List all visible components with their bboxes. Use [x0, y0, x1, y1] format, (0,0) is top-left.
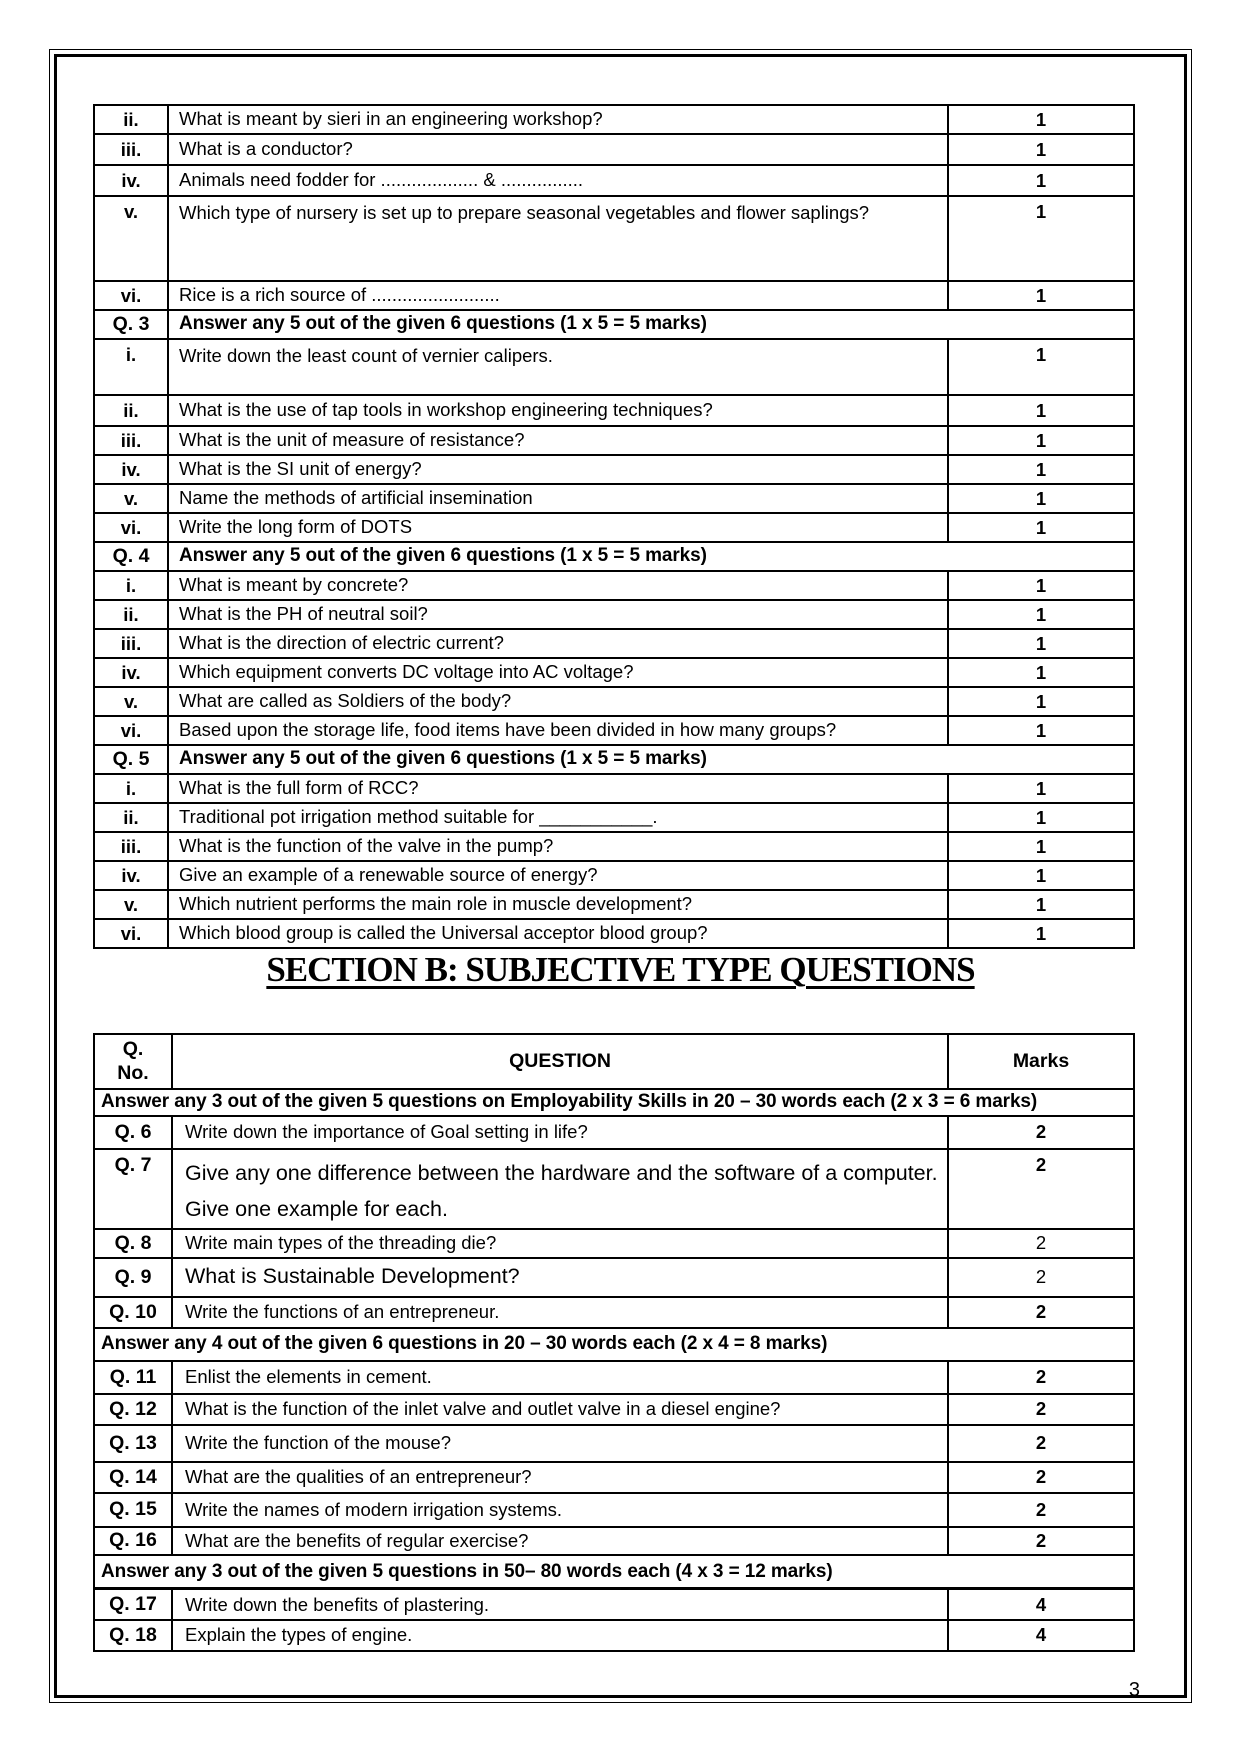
marks-cell: 1 — [948, 716, 1134, 745]
question-text-cell: Explain the types of engine. — [172, 1620, 948, 1651]
question-text-cell: Which type of nursery is set up to prepare seasonal vegetables and flower saplings? — [168, 196, 948, 281]
marks-cell: 2 — [948, 1149, 1134, 1229]
marks-column-header: Marks — [948, 1034, 1134, 1089]
marks-cell: 1 — [948, 339, 1134, 395]
question-text-cell: What is the use of tap tools in workshop engineering techniques? — [168, 395, 948, 426]
marks-cell: 1 — [948, 513, 1134, 542]
question-number-cell: Q. 15 — [94, 1493, 172, 1527]
question-number-cell: ii. — [94, 395, 168, 426]
table-row — [94, 165, 1134, 196]
question-number-cell: vi. — [94, 281, 168, 310]
marks-cell: 1 — [948, 196, 1134, 281]
table-row — [94, 919, 1134, 948]
question-text-cell: What is the SI unit of energy? — [168, 455, 948, 484]
table-row — [94, 513, 1134, 542]
instruction-cell: Answer any 4 out of the given 6 questions in 20 – 30 words each (2 x 4 = 8 marks) — [94, 1328, 1134, 1361]
question-text-cell: Based upon the storage life, food items have been divided in how many groups? — [168, 716, 948, 745]
table-row — [94, 1361, 1134, 1394]
marks-cell: 2 — [948, 1361, 1134, 1394]
marks-cell: 1 — [948, 687, 1134, 716]
marks-cell: 1 — [948, 105, 1134, 134]
table-row — [94, 716, 1134, 745]
question-text-cell: Write down the least count of vernier calipers. — [168, 339, 948, 395]
section-b-heading: SECTION B: SUBJECTIVE TYPE QUESTIONS — [266, 950, 975, 989]
table-row — [94, 484, 1134, 513]
question-column-header: QUESTION — [172, 1034, 948, 1089]
question-number-cell: v. — [94, 196, 168, 281]
question-number-cell: iv. — [94, 165, 168, 196]
marks-cell: 1 — [948, 571, 1134, 600]
marks-cell: 1 — [948, 629, 1134, 658]
question-number-cell: ii. — [94, 600, 168, 629]
question-number-cell: iv. — [94, 455, 168, 484]
marks-cell: 2 — [948, 1493, 1134, 1527]
table-row — [94, 105, 1134, 134]
question-number-cell: Q. 8 — [94, 1229, 172, 1258]
table-row — [94, 1527, 1134, 1555]
table-row — [94, 339, 1134, 395]
question-number-cell: ii. — [94, 105, 168, 134]
question-text-cell: What are called as Soldiers of the body? — [168, 687, 948, 716]
question-text-cell: Give any one difference between the hardware and the software of a computer. Give one example for each. — [172, 1149, 948, 1229]
instruction-row — [94, 1328, 1134, 1361]
question-number-cell: iii. — [94, 832, 168, 861]
table-row — [94, 1394, 1134, 1425]
question-text-cell: Give an example of a renewable source of energy? — [168, 861, 948, 890]
question-text-cell: Enlist the elements in cement. — [172, 1361, 948, 1394]
table-row — [94, 1620, 1134, 1651]
question-number-cell: Q. 3 — [94, 310, 168, 339]
table-row — [94, 1297, 1134, 1328]
table-row — [94, 281, 1134, 310]
question-number-cell: v. — [94, 484, 168, 513]
page-number: 3 — [1128, 1679, 1140, 1701]
question-number-cell: vi. — [94, 513, 168, 542]
question-text-cell: What is meant by concrete? — [168, 571, 948, 600]
table-row — [94, 426, 1134, 455]
marks-cell: 1 — [948, 455, 1134, 484]
marks-cell: 2 — [948, 1258, 1134, 1297]
marks-cell: 2 — [948, 1297, 1134, 1328]
question-number-cell: Q. 7 — [94, 1149, 172, 1229]
question-text-cell: What are the qualities of an entrepreneur? — [172, 1462, 948, 1493]
table-row — [94, 134, 1134, 165]
question-number-cell: i. — [94, 571, 168, 600]
marks-cell: 1 — [948, 165, 1134, 196]
section-instruction-cell: Answer any 5 out of the given 6 questions (1 x 5 = 5 marks) — [168, 310, 1134, 339]
table-row — [94, 861, 1134, 890]
table-row — [94, 774, 1134, 803]
marks-cell: 4 — [948, 1589, 1134, 1620]
marks-cell: 1 — [948, 600, 1134, 629]
question-number-cell: vi. — [94, 716, 168, 745]
table-row — [94, 1258, 1134, 1297]
question-text-cell: Which blood group is called the Universal acceptor blood group? — [168, 919, 948, 948]
instruction-row — [94, 1089, 1134, 1116]
subjective-questions-table — [93, 1033, 1135, 1652]
marks-cell: 1 — [948, 395, 1134, 426]
question-text-cell: What is Sustainable Development? — [172, 1258, 948, 1297]
question-number-cell: Q. 16 — [94, 1527, 172, 1555]
question-number-cell: iii. — [94, 134, 168, 165]
marks-cell: 1 — [948, 774, 1134, 803]
table-row — [94, 1493, 1134, 1527]
table-row — [94, 1462, 1134, 1493]
table-row — [94, 395, 1134, 426]
table-row — [94, 658, 1134, 687]
table-row — [94, 1116, 1134, 1149]
question-number-cell: Q. 5 — [94, 745, 168, 774]
question-text-cell: Which nutrient performs the main role in muscle development? — [168, 890, 948, 919]
question-number-cell: Q. 4 — [94, 542, 168, 571]
question-number-cell: Q. 6 — [94, 1116, 172, 1149]
question-number-cell: v. — [94, 687, 168, 716]
table-row — [94, 1589, 1134, 1620]
table-row — [94, 1229, 1134, 1258]
table-row — [94, 196, 1134, 281]
question-text-cell: What is a conductor? — [168, 134, 948, 165]
question-number-cell: Q. 13 — [94, 1425, 172, 1462]
question-text-cell: What is the direction of electric current? — [168, 629, 948, 658]
table-row — [94, 600, 1134, 629]
question-number-cell: Q. 11 — [94, 1361, 172, 1394]
question-number-cell: iii. — [94, 426, 168, 455]
qno-column-header: Q. No. — [94, 1034, 172, 1089]
marks-cell: 1 — [948, 658, 1134, 687]
instruction-cell: Answer any 3 out of the given 5 questions in 50– 80 words each (4 x 3 = 12 marks) — [94, 1555, 1134, 1589]
section-instruction-cell: Answer any 5 out of the given 6 questions (1 x 5 = 5 marks) — [168, 542, 1134, 571]
question-number-cell: ii. — [94, 803, 168, 832]
marks-cell: 1 — [948, 890, 1134, 919]
question-text-cell: Write the functions of an entrepreneur. — [172, 1297, 948, 1328]
question-text-cell: Name the methods of artificial insemination — [168, 484, 948, 513]
question-number-cell: i. — [94, 774, 168, 803]
table-row — [94, 832, 1134, 861]
question-number-cell: Q. 9 — [94, 1258, 172, 1297]
section-instruction-cell: Answer any 5 out of the given 6 questions (1 x 5 = 5 marks) — [168, 745, 1134, 774]
table-header-row — [94, 1034, 1134, 1089]
question-number-cell: vi. — [94, 919, 168, 948]
question-text-cell: What is the function of the inlet valve and outlet valve in a diesel engine? — [172, 1394, 948, 1425]
marks-cell: 2 — [948, 1425, 1134, 1462]
table-row — [94, 629, 1134, 658]
table-row — [94, 687, 1134, 716]
instruction-row — [94, 1555, 1134, 1589]
question-text-cell: Write down the benefits of plastering. — [172, 1589, 948, 1620]
table-row — [94, 455, 1134, 484]
marks-cell: 2 — [948, 1462, 1134, 1493]
marks-cell: 1 — [948, 919, 1134, 948]
question-text-cell: Write main types of the threading die? — [172, 1229, 948, 1258]
question-text-cell: What is the PH of neutral soil? — [168, 600, 948, 629]
marks-cell: 2 — [948, 1229, 1134, 1258]
question-text-cell: What is the full form of RCC? — [168, 774, 948, 803]
marks-cell: 1 — [948, 426, 1134, 455]
table-row — [94, 803, 1134, 832]
question-text-cell: What is meant by sieri in an engineering workshop? — [168, 105, 948, 134]
question-text-cell: Write the names of modern irrigation systems. — [172, 1493, 948, 1527]
table-row — [94, 1425, 1134, 1462]
question-text-cell: Animals need fodder for ................... & ................ — [168, 165, 948, 196]
question-number-cell: iii. — [94, 629, 168, 658]
question-text-cell: Write down the importance of Goal setting in life? — [172, 1116, 948, 1149]
marks-cell: 2 — [948, 1527, 1134, 1555]
question-number-cell: v. — [94, 890, 168, 919]
objective-questions-table — [93, 104, 1135, 949]
question-text-cell: What are the benefits of regular exercise? — [172, 1527, 948, 1555]
question-text-cell: Which equipment converts DC voltage into AC voltage? — [168, 658, 948, 687]
instruction-cell: Answer any 3 out of the given 5 questions on Employability Skills in 20 – 30 words each (2 x 3 = 6 marks) — [94, 1089, 1134, 1116]
marks-cell: 1 — [948, 803, 1134, 832]
question-number-cell: i. — [94, 339, 168, 395]
table-row — [94, 890, 1134, 919]
marks-cell: 1 — [948, 134, 1134, 165]
section-header-row — [94, 310, 1134, 339]
marks-cell: 2 — [948, 1394, 1134, 1425]
question-text-cell: Write the long form of DOTS — [168, 513, 948, 542]
question-text-cell: Write the function of the mouse? — [172, 1425, 948, 1462]
question-text-cell: What is the unit of measure of resistance? — [168, 426, 948, 455]
question-number-cell: Q. 14 — [94, 1462, 172, 1493]
question-text-cell: Rice is a rich source of ......................... — [168, 281, 948, 310]
marks-cell: 1 — [948, 861, 1134, 890]
question-number-cell: Q. 10 — [94, 1297, 172, 1328]
question-text-cell: What is the function of the valve in the pump? — [168, 832, 948, 861]
table-row — [94, 1149, 1134, 1229]
marks-cell: 4 — [948, 1620, 1134, 1651]
question-number-cell: Q. 12 — [94, 1394, 172, 1425]
marks-cell: 1 — [948, 281, 1134, 310]
question-number-cell: iv. — [94, 861, 168, 890]
section-header-row — [94, 745, 1134, 774]
question-text-cell: Traditional pot irrigation method suitable for ___________. — [168, 803, 948, 832]
marks-cell: 1 — [948, 484, 1134, 513]
table-row — [94, 571, 1134, 600]
question-number-cell: iv. — [94, 658, 168, 687]
marks-cell: 1 — [948, 832, 1134, 861]
question-number-cell: Q. 18 — [94, 1620, 172, 1651]
section-header-row — [94, 542, 1134, 571]
marks-cell: 2 — [948, 1116, 1134, 1149]
question-number-cell: Q. 17 — [94, 1589, 172, 1620]
